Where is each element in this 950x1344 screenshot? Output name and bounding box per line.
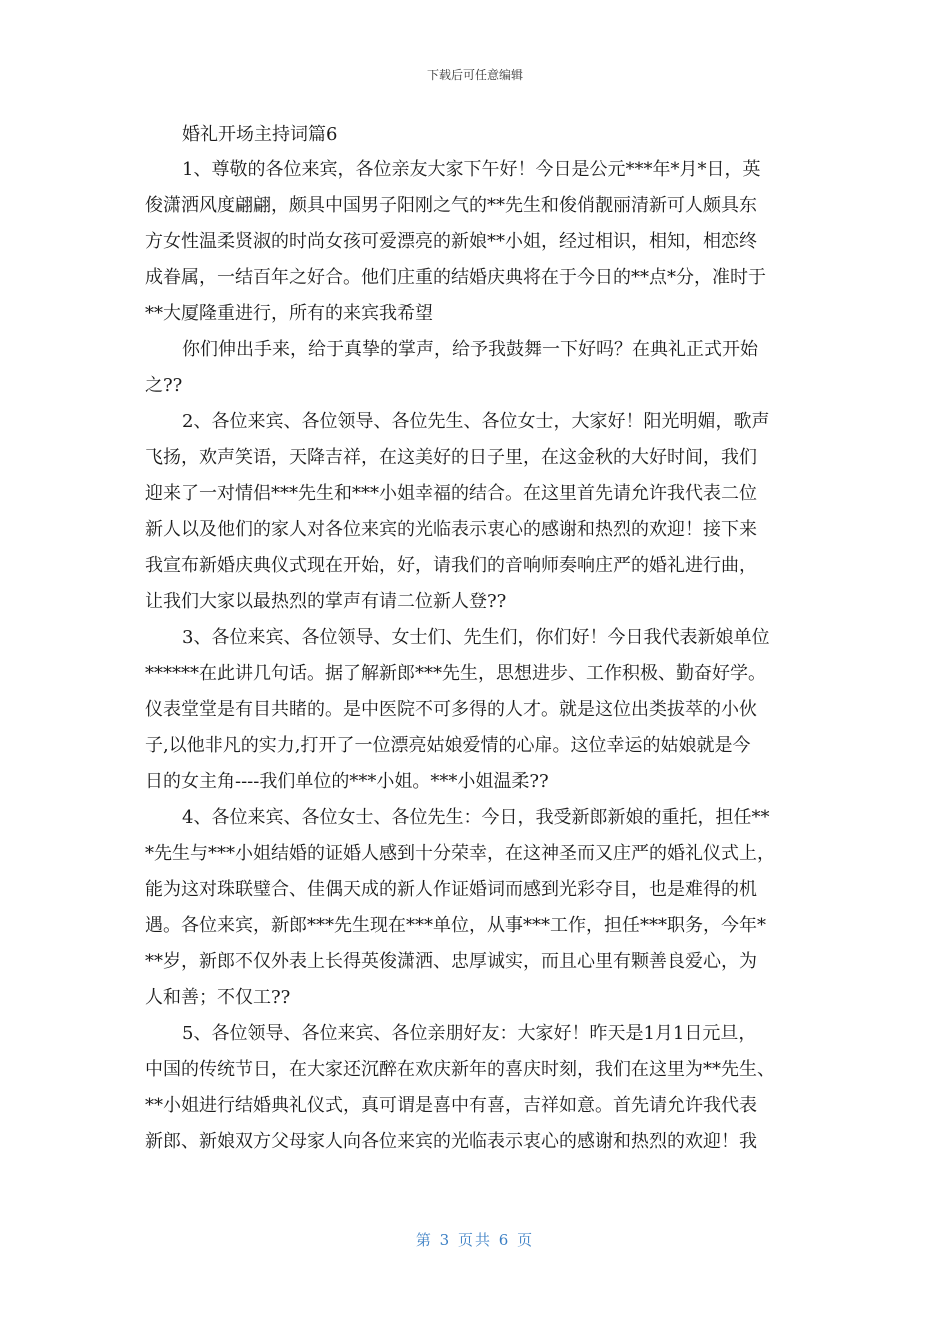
paragraph bbox=[145, 404, 805, 620]
paragraph-line: 人和善；不仅工?? bbox=[145, 987, 291, 1008]
paragraph-line: 子,以他非凡的实力,打开了一位漂亮姑娘爱情的心扉。这位幸运的姑娘就是今 bbox=[145, 735, 751, 756]
paragraph-line: 成眷属，一结百年之好合。他们庄重的结婚庆典将在于今日的**点*分，准时于 bbox=[145, 267, 766, 288]
paragraph-line: 遇。各位来宾，新郎***先生现在***单位，从事***工作，担任***职务，今年* bbox=[145, 915, 766, 936]
paragraph-line: 你们伸出手来，给于真挚的掌声，给予我鼓舞一下好吗？在典礼正式开始 bbox=[182, 339, 758, 360]
paragraph bbox=[145, 620, 805, 800]
paragraph bbox=[145, 1016, 805, 1160]
paragraph-line: 之?? bbox=[145, 375, 183, 396]
paragraph-line: 能为这对珠联璧合、佳偶天成的新人作证婚词而感到光彩夺目，也是难得的机 bbox=[145, 879, 757, 900]
paragraph-line: 5、各位领导、各位来宾、各位亲朋好友：大家好！昨天是1月1日元旦， bbox=[182, 1023, 757, 1044]
paragraph-line: 中国的传统节日，在大家还沉醉在欢庆新年的喜庆时刻，我们在这里为**先生、 bbox=[145, 1059, 775, 1080]
paragraph-line: 让我们大家以最热烈的掌声有请二位新人登?? bbox=[145, 591, 507, 612]
paragraph-line: 新郎、新娘双方父母家人向各位来宾的光临表示衷心的感谢和热烈的欢迎！我 bbox=[145, 1131, 757, 1152]
paragraph-line: 日的女主角----我们单位的***小姐。***小姐温柔?? bbox=[145, 771, 549, 792]
paragraph-line: *先生与***小姐结婚的证婚人感到十分荣幸，在这神圣而又庄严的婚礼仪式上， bbox=[145, 843, 775, 864]
paragraph-line: 2、各位来宾、各位领导、各位先生、各位女士，大家好！阳光明媚，歌声 bbox=[182, 411, 770, 432]
paragraph-line: **岁，新郎不仅外表上长得英俊潇洒、忠厚诚实，而且心里有颗善良爱心，为 bbox=[145, 951, 757, 972]
paragraph-line: 俊潇洒风度翩翩，颇具中国男子阳刚之气的**先生和俊俏靓丽清新可人颇具东 bbox=[145, 195, 757, 216]
paragraph bbox=[145, 152, 805, 332]
paragraph-line: 新人以及他们的家人对各位来宾的光临表示衷心的感谢和热烈的欢迎！接下来 bbox=[145, 519, 757, 540]
paragraph bbox=[145, 332, 805, 404]
paragraph-line: 方女性温柔贤淑的时尚女孩可爱漂亮的新娘**小姐，经过相识，相知，相恋终 bbox=[145, 231, 757, 252]
paragraph-line: **小姐进行结婚典礼仪式，真可谓是喜中有喜，吉祥如意。首先请允许我代表 bbox=[145, 1095, 757, 1116]
paragraph-line: 4、各位来宾、各位女士、各位先生：今日，我受新郎新娘的重托，担任** bbox=[182, 807, 770, 828]
paragraph-line: 迎来了一对情侣***先生和***小姐幸福的结合。在这里首先请允许我代表二位 bbox=[145, 483, 757, 504]
page-header-note: 下载后可任意编辑 bbox=[426, 68, 523, 82]
paragraph-line: 仪表堂堂是有目共睹的。是中医院不可多得的人才。就是这位出类拔萃的小伙 bbox=[145, 699, 757, 720]
paragraph-line: 我宣布新婚庆典仪式现在开始，好，请我们的音响师奏响庄严的婚礼进行曲， bbox=[145, 555, 757, 576]
paragraph-line: 3、各位来宾、各位领导、女士们、先生们，你们好！今日我代表新娘单位 bbox=[182, 627, 770, 648]
document-title: 婚礼开场主持词篇6 bbox=[182, 124, 338, 145]
paragraph-line: 飞扬，欢声笑语，天降吉祥，在这美好的日子里，在这金秋的大好时间，我们 bbox=[145, 447, 757, 468]
paragraph-line: ******在此讲几句话。据了解新郎***先生，思想进步、工作积极、勤奋好学。 bbox=[145, 663, 766, 684]
paragraph-list bbox=[145, 152, 805, 1160]
page-number-footer: 第 3 页共 6 页 bbox=[415, 1231, 535, 1249]
document-body bbox=[145, 118, 805, 1160]
paragraph bbox=[145, 800, 805, 1016]
paragraph-line: **大厦隆重进行，所有的来宾我希望 bbox=[145, 303, 433, 324]
paragraph-line: 1、尊敬的各位来宾，各位亲友大家下午好！今日是公元***年*月*日，英 bbox=[182, 159, 761, 180]
